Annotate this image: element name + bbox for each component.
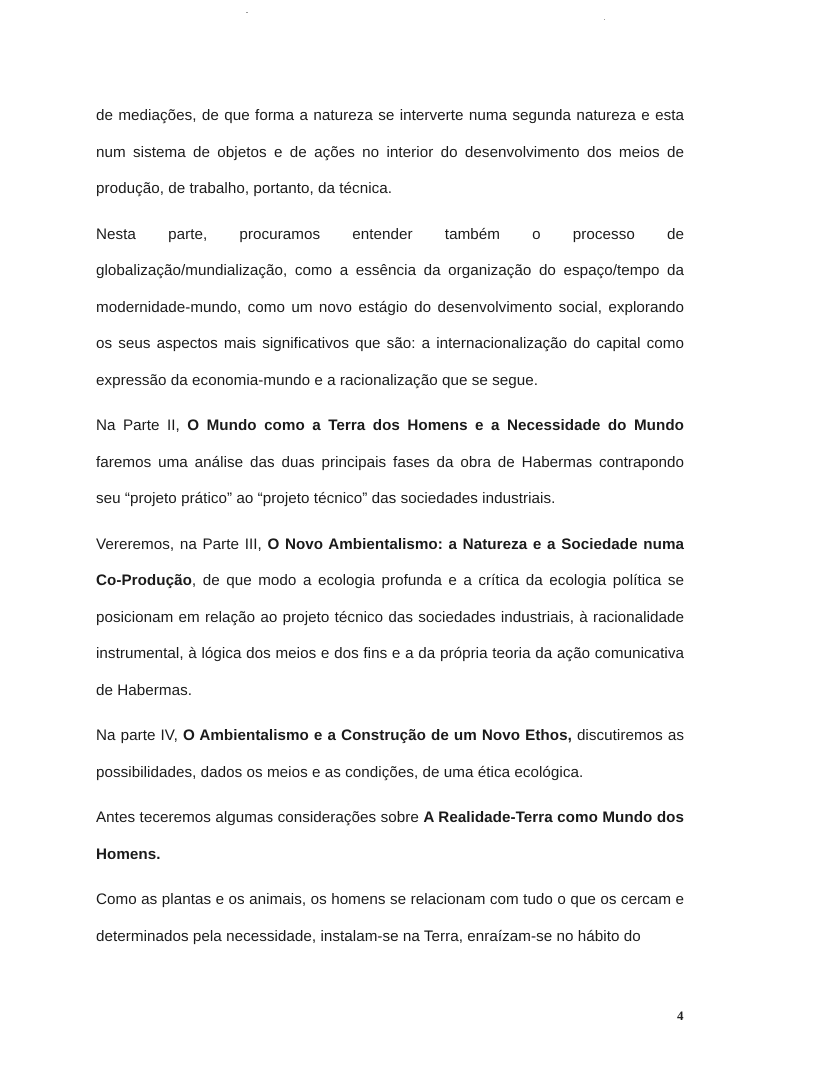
text-run: Antes teceremos algumas considerações sobre — [96, 809, 424, 826]
text-run: Na Parte II, — [96, 417, 188, 434]
paragraph — [96, 527, 684, 710]
bold-title: O Mundo como a Terra dos Homens e a Necessidade do Mundo — [187, 417, 684, 434]
scan-speck — [604, 19, 605, 20]
text-run: Como as plantas e os animais, os homens se relacionam com tudo o que os cercam e determinados pela necessidade, instalam-se na Terra, enraízam-se no hábito do — [96, 891, 684, 945]
text-run: , de que modo a ecologia profunda e a crítica da ecologia política se posicionam em relação ao projeto técnico das sociedades industriais, à racionalidade instrumental, à lógica dos meios e dos fins e a da própria teoria da ação comunicativa de Habermas. — [96, 572, 684, 699]
paragraph — [96, 98, 684, 208]
bold-title: O Novo Ambientalismo: a Natureza e a Sociedade numa Co-Produção — [96, 535, 684, 589]
bold-title: A Realidade-Terra como Mundo dos Homens. — [96, 809, 684, 863]
text-run: Na parte IV, — [96, 727, 183, 744]
bold-title: O Ambientalismo e a Construção de um Novo Ethos, — [182, 727, 572, 744]
paragraph — [96, 217, 684, 400]
paragraph — [96, 882, 684, 955]
text-run: Vereremos, na Parte III, — [96, 535, 268, 553]
text-run: Nesta parte, procuramos entender também o processo de globalização/mundialização, como a essência da organização do espaço/tempo da modernidade-mundo, como um novo estágio do desenvolvimento social, explorando os seus aspectos mais significativos que são: a internacionalização do capital como expressão da economia-mundo e a racionalização que se segue. — [96, 225, 684, 389]
text-run: faremos uma análise das duas principais fases da obra de Habermas contrapondo seu “projeto prático” ao “projeto técnico” das sociedades industriais. — [96, 453, 684, 507]
text-run: de mediações, de que forma a natureza se interverte numa segunda natureza e esta num sistema de objetos e de ações no interior do desenvolvimento dos meios de produção, de trabalho, portanto, da técnica. — [96, 107, 684, 197]
body-text — [96, 98, 684, 964]
paragraph — [96, 718, 684, 791]
page-number: 4 — [677, 1008, 684, 1023]
scan-speck — [246, 12, 248, 13]
text-run: discutiremos as possibilidades, dados os meios e as condições, de uma ética ecológica. — [96, 727, 685, 781]
paragraph — [96, 800, 684, 873]
paragraph — [96, 408, 684, 518]
